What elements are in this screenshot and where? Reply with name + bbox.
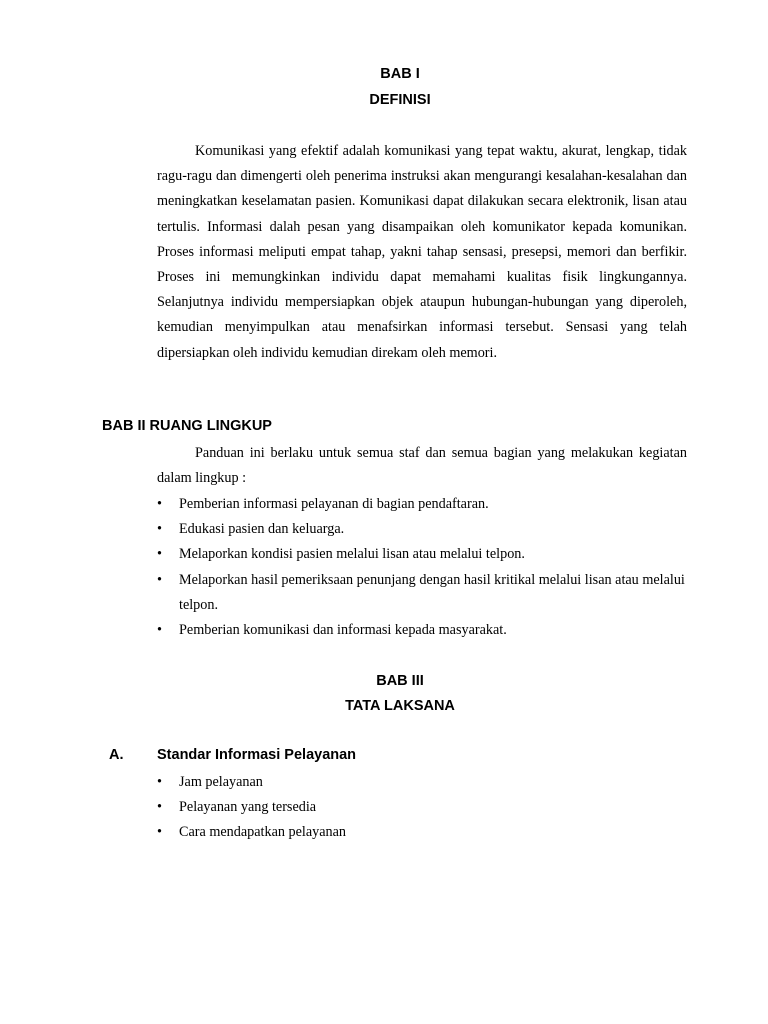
chapter-3-title: TATA LAKSANA bbox=[345, 698, 455, 714]
list-item bbox=[157, 770, 687, 795]
bullet-icon: • bbox=[157, 521, 162, 538]
list-item-text: Melaporkan kondisi pasien melalui lisan atau melalui telpon. bbox=[179, 546, 525, 563]
list-item bbox=[157, 542, 687, 567]
list-item bbox=[157, 618, 687, 643]
chapter-2-scope-list bbox=[157, 492, 687, 643]
chapter-2-title: BAB II RUANG LINGKUP bbox=[102, 418, 272, 434]
chapter-1-paragraph: Komunikasi yang efektif adalah komunikasi yang tepat waktu, akurat, lengkap, tidak ragu-ragu dan dimengerti oleh penerima instruksi akan mengurangi kesalahan-kesalahan dan meningkatkan keselamatan pasien. Komunikasi dapat dilakukan secara elektronik, lisan atau tertulis. Informasi dalah pesan yang disampaikan oleh komunikator kepada komunikan. Proses informasi meliputi empat tahap, yakni tahap sensasi, presepsi, memori dan berfikir. Proses ini memungkinkan individu dapat memahami kualitas fisik lingkungannya. Selanjutnya individu mempersiapkan objek ataupun hubungan-hubungan yang diperoleh, kemudian menyimpulkan atau menafsirkan informasi tersebut. Sensasi yang telah dipersiapkan oleh individu kemudian direkam oleh memori. bbox=[157, 143, 687, 361]
list-item-text: Edukasi pasien dan keluarga. bbox=[179, 521, 345, 538]
bullet-icon: • bbox=[157, 774, 162, 790]
bullet-icon: • bbox=[157, 824, 162, 841]
section-a-list bbox=[157, 770, 687, 846]
bullet-icon: • bbox=[157, 799, 162, 816]
list-item bbox=[157, 492, 687, 517]
list-item-text: Cara mendapatkan pelayanan bbox=[179, 824, 347, 841]
chapter-2-intro: Panduan ini berlaku untuk semua staf dan semua bagian yang melakukan kegiatan dalam lingkup : bbox=[157, 445, 687, 487]
list-item-text: Pemberian informasi pelayanan di bagian pendaftaran. bbox=[179, 496, 489, 512]
bullet-icon: • bbox=[157, 571, 162, 588]
section-a-title: Standar Informasi Pelayanan bbox=[157, 747, 357, 763]
chapter-1-number: BAB I bbox=[380, 66, 420, 82]
bullet-icon: • bbox=[157, 496, 162, 512]
list-item bbox=[157, 820, 687, 845]
list-item bbox=[157, 517, 687, 542]
list-item-text: Melaporkan hasil pemeriksaan penunjang dengan hasil kritikal melalui lisan atau melalui telpon. bbox=[179, 571, 685, 613]
chapter-3-number: BAB III bbox=[376, 673, 424, 689]
section-a-letter: A. bbox=[109, 747, 124, 763]
bullet-icon: • bbox=[157, 546, 162, 563]
list-item bbox=[157, 795, 687, 820]
list-item-text: Jam pelayanan bbox=[179, 774, 263, 790]
list-item-text: Pelayanan yang tersedia bbox=[179, 799, 317, 816]
bullet-icon: • bbox=[157, 622, 162, 639]
chapter-1-title: DEFINISI bbox=[369, 92, 431, 108]
list-item bbox=[157, 568, 687, 618]
list-item-text: Pemberian komunikasi dan informasi kepada masyarakat. bbox=[179, 622, 507, 639]
